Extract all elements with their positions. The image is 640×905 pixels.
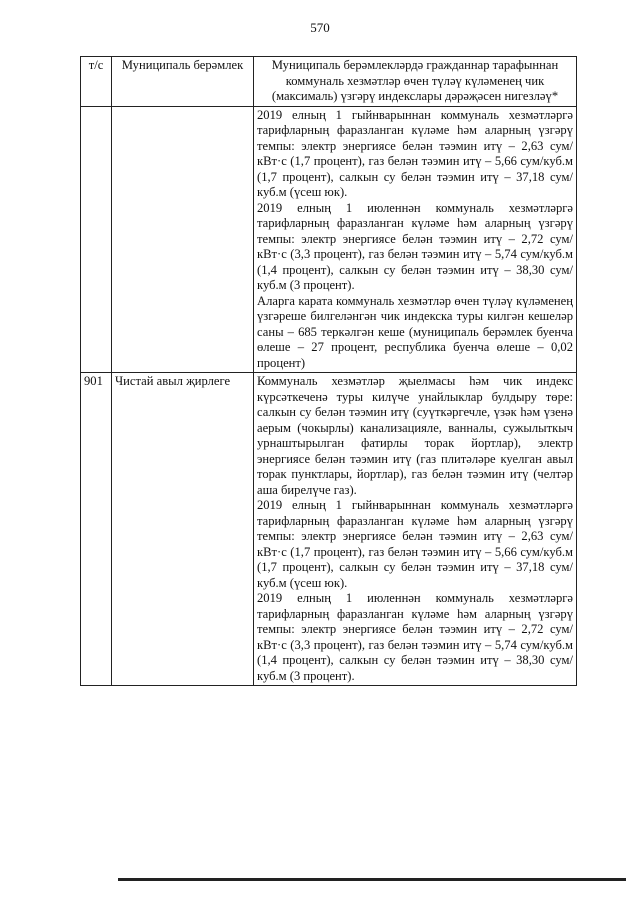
page-number: 570: [310, 20, 330, 35]
row-number: [81, 106, 112, 373]
description-paragraph: 2019 елның 1 июленнән коммуналь хезмәтләргә тарифларның фаразланган күләме һәм аларның үзгәрү темпы: электр энергиясе белән тәэмин итү – 2,72 сум/кВт·с (3,3 процент), газ белән тәэмин итү – 5,74 сум/куб.м (1,4 процент), салкын су белән тәэмин итү – 38,30 сум/куб.м (3 процент).: [257, 591, 573, 683]
table-header-row: [81, 57, 577, 107]
table-row: [81, 106, 577, 373]
row-description: [254, 373, 577, 686]
row-municipality: [112, 106, 254, 373]
header-description: Муниципаль берәмлекләрдә гражданнар тарафыннан коммуналь хезмәтләр өчен түләү күләменең чик (максималь) үзгәрү индекслары дәрәҗәсен нигезләү*: [254, 57, 577, 107]
row-description: [254, 106, 577, 373]
row-municipality: Чистай авыл җирлеге: [112, 373, 254, 686]
footer-rule: [118, 878, 626, 881]
description-paragraph: Аларга карата коммуналь хезмәтләр өчен түләү күләменең үзгәреше билгеләнгән чик индекска туры килгән кешеләр саны – 685 теркәлгән кеше (муниципаль берәмлек буенча өлеше – 27 процент, республика буенча өлеше – 0,02 процент): [257, 293, 573, 370]
header-municipality: Муниципаль берәмлек: [112, 57, 254, 107]
tariff-table: [80, 56, 577, 686]
row-number: 901: [81, 373, 112, 686]
table-row: [81, 373, 577, 686]
header-number: т/с: [81, 57, 112, 107]
description-paragraph: Коммуналь хезмәтләр җыелмасы һәм чик индекс күрсәткеченә туры килүче унайлыклар булдыру төре: салкын су белән тәэмин итү (суүткәргечле, үзәк һәм үзенә аерым (чокырлы) канализацияле, ванналы, сужылыткыч урнаштырылган фатирлы торак йортлар), электр энергиясе белән тәэмин итү (газ плитәләре куелган авыл торак пунктлары, йортлар), газ белән тәэмин итү (челтәр аша бирелүче газ).: [257, 374, 573, 497]
description-paragraph: 2019 елның 1 июленнән коммуналь хезмәтләргә тарифларның фаразланган күләме һәм аларның үзгәрү темпы: электр энергиясе белән тәэмин итү – 2,72 сум/кВт·с (3,3 процент), газ белән тәэмин итү – 5,74 сум/куб.м (1,4 процент), салкын су белән тәэмин итү – 38,30 сум/куб.м (3 процент).: [257, 200, 573, 292]
description-paragraph: 2019 елның 1 гыйнварыннан коммуналь хезмәтләргә тарифларның фаразланган күләме һәм аларның үзгәрү темпы: электр энергиясе белән тәэмин итү – 2,63 сум/кВт·с (1,7 процент), газ белән тәэмин итү – 5,66 сум/куб.м (1,7 процент), салкын су белән тәэмин итү – 37,18 сум/куб.м (үсеш юк).: [257, 107, 573, 199]
description-paragraph: 2019 елның 1 гыйнварыннан коммуналь хезмәтләргә тарифларның фаразланган күләме һәм аларның үзгәрү темпы: электр энергиясе белән тәэмин итү – 2,63 сум/кВт·с (1,7 процент), газ белән тәэмин итү – 5,66 сум/куб.м (1,7 процент), салкын су белән тәэмин итү – 37,18 сум/куб.м (үсеш юк).: [257, 498, 573, 590]
